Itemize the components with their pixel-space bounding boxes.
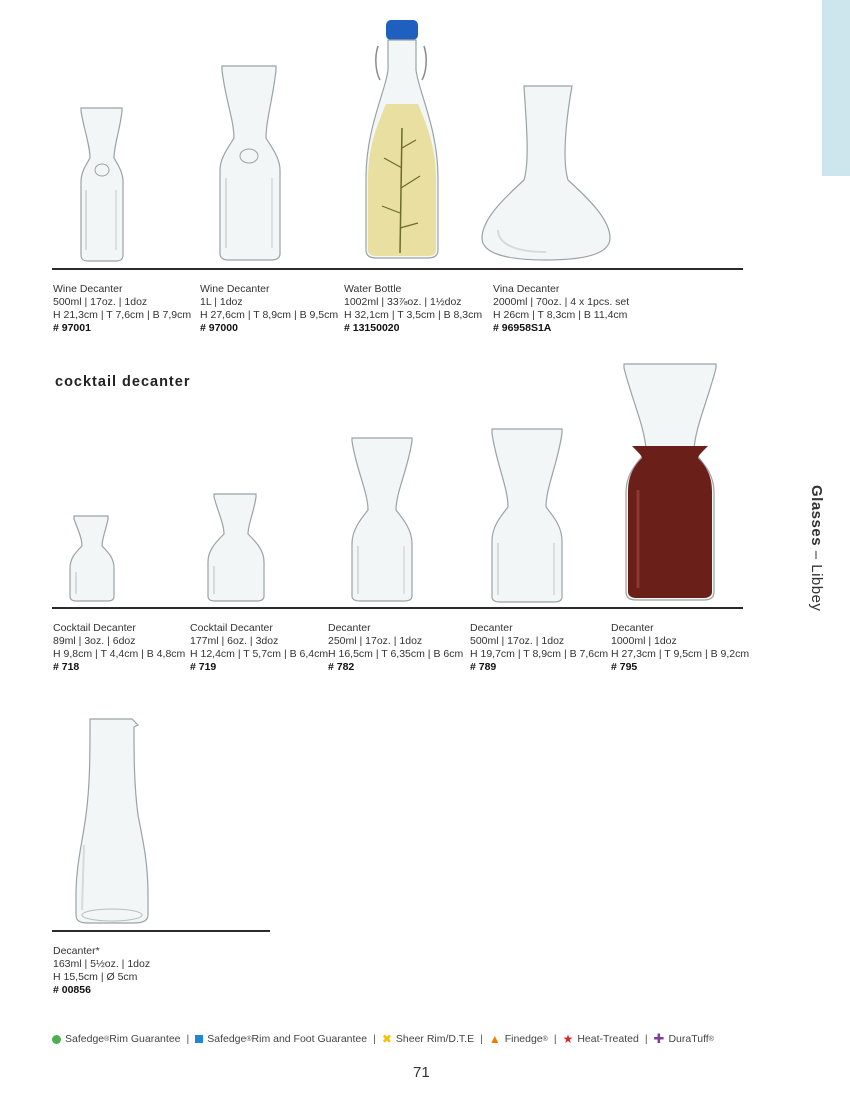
legend-item-duratuff: ✚ DuraTuff ® bbox=[653, 1031, 714, 1046]
product-capacity: 89ml | 3oz. | 6doz bbox=[53, 635, 136, 647]
product-dimensions: H 27,6cm | T 8,9cm | B 9,5cm bbox=[200, 309, 339, 321]
product-code: # 795 bbox=[611, 661, 638, 673]
cocktail-decanter-177ml-image bbox=[204, 490, 268, 604]
product-capacity: 500ml | 17oz. | 1doz bbox=[470, 635, 565, 647]
product-dimensions: H 27,3cm | T 9,5cm | B 9,2cm bbox=[611, 648, 750, 660]
product-vina-decanter-96958s1a bbox=[493, 283, 629, 335]
product-dimensions: H 19,7cm | T 8,9cm | B 7,6cm bbox=[470, 648, 609, 660]
product-code: # 97000 bbox=[200, 322, 238, 334]
section-title: cocktail decanter bbox=[55, 374, 191, 390]
product-decanter-795 bbox=[611, 622, 749, 674]
product-code: # 13150020 bbox=[344, 322, 400, 334]
product-code: # 789 bbox=[470, 661, 497, 673]
section-tab-strip bbox=[822, 0, 850, 176]
product-name: Vina Decanter bbox=[493, 283, 560, 295]
product-name: Water Bottle bbox=[344, 283, 402, 295]
product-water-bottle-13150020 bbox=[344, 283, 482, 335]
product-capacity: 177ml | 6oz. | 3doz bbox=[190, 635, 279, 647]
decanter-250ml-image bbox=[346, 434, 418, 604]
product-wine-decanter-97001 bbox=[53, 283, 191, 335]
product-name: Wine Decanter bbox=[53, 283, 123, 295]
product-dimensions: H 15,5cm | Ø 5cm bbox=[53, 971, 138, 983]
product-dimensions: H 16,5cm | T 6,35cm | B 6cm bbox=[328, 648, 464, 660]
cocktail-decanter-89ml-image bbox=[66, 512, 118, 604]
product-capacity: 500ml | 17oz. | 1doz bbox=[53, 296, 148, 308]
product-capacity: 250ml | 17oz. | 1doz bbox=[328, 635, 423, 647]
product-code: # 718 bbox=[53, 661, 80, 673]
product-name: Cocktail Decanter bbox=[53, 622, 136, 634]
product-name: Wine Decanter bbox=[200, 283, 270, 295]
product-code: # 782 bbox=[328, 661, 355, 673]
product-capacity: 1000ml | 1doz bbox=[611, 635, 677, 647]
product-name: Cocktail Decanter bbox=[190, 622, 273, 634]
page-number: 71 bbox=[413, 1064, 430, 1081]
product-dimensions: H 21,3cm | T 7,6cm | B 7,9cm bbox=[53, 309, 192, 321]
vina-decanter-image bbox=[478, 80, 614, 265]
wine-decanter-500ml-image bbox=[70, 100, 150, 265]
product-name: Decanter bbox=[611, 622, 654, 634]
product-decanter-00856 bbox=[53, 945, 150, 997]
product-cocktail-decanter-718 bbox=[53, 622, 185, 674]
product-dimensions: H 9,8cm | T 4,4cm | B 4,8cm bbox=[53, 648, 186, 660]
product-code: # 97001 bbox=[53, 322, 91, 334]
feature-legend: Safedge ® Rim Guarantee | Safedge ® Rim and Foot Guarantee | ✖ Sheer Rim/D.T.E | ▲ Finedge ® | ★ Heat-Treated | ✚ DuraTuff ® bbox=[52, 1031, 714, 1047]
product-wine-decanter-97000 bbox=[200, 283, 338, 335]
product-cocktail-decanter-719 bbox=[190, 622, 328, 674]
decanter-00856-image bbox=[72, 715, 152, 927]
decanter-1000ml-image bbox=[620, 360, 720, 605]
product-decanter-782 bbox=[328, 622, 463, 674]
divider-row-2 bbox=[52, 607, 743, 609]
product-name: Decanter bbox=[470, 622, 513, 634]
decanter-500ml-image bbox=[486, 425, 568, 605]
green-dot-icon bbox=[52, 1035, 61, 1044]
product-code: # 00856 bbox=[53, 984, 91, 996]
product-capacity: 163ml | 5½oz. | 1doz bbox=[53, 958, 151, 970]
product-capacity: 2000ml | 70oz. | 4 x 1pcs. set bbox=[493, 296, 630, 308]
legend-item-sheer-rim: ✖ Sheer Rim/D.T.E bbox=[381, 1032, 475, 1046]
divider-row-3 bbox=[52, 930, 270, 932]
water-bottle-image bbox=[362, 18, 442, 263]
red-star-icon: ★ bbox=[562, 1032, 574, 1046]
side-section-title: Glasses – Libbey bbox=[808, 485, 825, 612]
purple-plus-icon: ✚ bbox=[653, 1031, 665, 1046]
product-dimensions: H 26cm | T 8,3cm | B 11,4cm bbox=[493, 309, 628, 321]
yellow-cross-icon: ✖ bbox=[381, 1032, 392, 1046]
product-capacity: 1L | 1doz bbox=[200, 296, 243, 308]
legend-item-safedge-rim-foot: Safedge ® Rim and Foot Guarantee bbox=[195, 1033, 367, 1045]
legend-item-heat-treated: ★ Heat-Treated bbox=[562, 1032, 639, 1046]
product-decanter-789 bbox=[470, 622, 608, 674]
legend-item-safedge-rim: Safedge ® Rim Guarantee bbox=[52, 1033, 181, 1045]
wine-decanter-1l-image bbox=[214, 58, 294, 263]
product-dimensions: H 32,1cm | T 3,5cm | B 8,3cm bbox=[344, 309, 483, 321]
product-code: # 96958S1A bbox=[493, 322, 552, 334]
product-name: Decanter* bbox=[53, 945, 100, 957]
product-capacity: 1002ml | 33⅞oz. | 1½doz bbox=[344, 296, 462, 308]
legend-item-finedge: ▲ Finedge ® bbox=[488, 1032, 548, 1046]
product-dimensions: H 12,4cm | T 5,7cm | B 6,4cm bbox=[190, 648, 329, 660]
product-name: Decanter bbox=[328, 622, 371, 634]
divider-row-1 bbox=[52, 268, 743, 270]
blue-square-icon bbox=[195, 1035, 203, 1043]
product-code: # 719 bbox=[190, 661, 217, 673]
orange-triangle-icon: ▲ bbox=[488, 1032, 501, 1046]
